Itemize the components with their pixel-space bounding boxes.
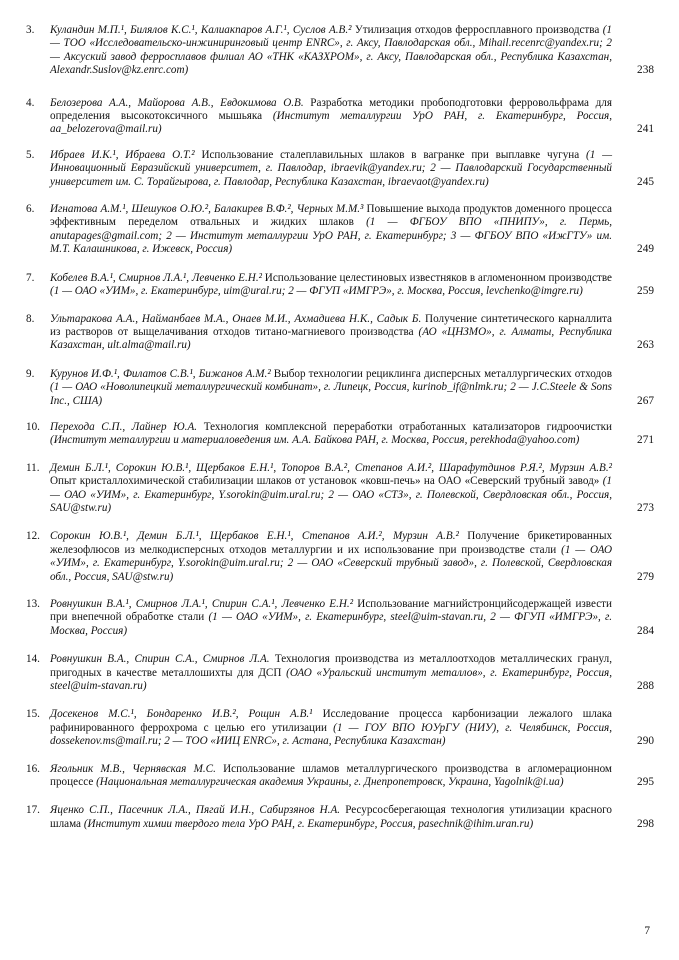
- entry-text: [50, 368, 612, 408]
- page-number: 7: [644, 925, 650, 937]
- entry-body: [50, 804, 654, 831]
- entry-body: [50, 368, 654, 408]
- toc-entry: [26, 313, 654, 353]
- entry-title: Использование магнийстронцийсодержащей извести при внепечной обработке стали: [50, 598, 612, 624]
- entry-affiliation: (1 — Инновационный Евразийский университет, г. Павлодар, ibraevik@yandex.ru; 2 — Павлодарский Государственный университет им. С. Торайгырова, г. Павлодар, Республика Казахстан, ibraevaot@yandex.ru): [50, 148, 613, 188]
- entry-page: 259: [637, 285, 654, 298]
- toc-entry: [26, 804, 654, 831]
- entry-body: [50, 763, 654, 790]
- entry-page: 298: [637, 817, 654, 830]
- entry-authors: Ровнушкин В.А., Спирин С.А., Смирнов Л.А.: [50, 653, 270, 666]
- entry-authors: Игнатова А.М.¹, Шешуков О.Ю.², Балакирев В.Ф.², Черных М.М.³: [50, 203, 364, 216]
- entry-body: [50, 653, 654, 693]
- entry-text: [50, 530, 612, 584]
- entry-number: 11.: [26, 461, 40, 474]
- entry-page: 288: [637, 680, 654, 693]
- toc-entry: [26, 272, 654, 299]
- entry-affiliation: (ОАО «Уральский институт металлов», г. Екатеринбург, Россия, steel@uim-stavan.ru): [50, 666, 612, 693]
- entry-text: [50, 203, 612, 257]
- entry-title: Ресурсосберегающая технология утилизации красного шлама: [50, 804, 612, 830]
- entry-affiliation: (1 — ОАО «Новолипецкий металлургический комбинат», г. Липецк, Россия, kurinob_if@nlmk.ru; 2 — J.C.Steele & Sons Inc., США): [50, 381, 612, 407]
- entry-title: Утилизация отходов ферросплавного производства: [354, 24, 600, 36]
- toc-entry: [26, 203, 654, 257]
- entry-authors: Яценко С.П., Пасечник Л.А., Пягай И.Н., Сабирзянов Н.А.: [50, 804, 341, 817]
- entry-authors: Перехода С.П., Лайнер Ю.А.: [50, 420, 198, 433]
- entry-text: [50, 97, 612, 137]
- entry-text: [50, 653, 612, 693]
- toc-entry: [26, 598, 654, 638]
- entry-text: [50, 421, 612, 448]
- entry-text: [50, 462, 612, 516]
- entry-page: 263: [637, 339, 654, 352]
- entry-authors: Ягольник М.В., Чернявская М.С.: [50, 762, 216, 775]
- entry-body: [50, 530, 654, 584]
- entry-authors: Ибраев И.К.¹, Ибраева О.Т.²: [50, 148, 195, 161]
- entry-affiliation: (Национальная металлургическая академия Украины, г. Днепропетровск, Украина, Yagolnik@i.ua): [96, 776, 564, 789]
- toc-entry: [26, 653, 654, 693]
- entry-page: 267: [637, 394, 654, 407]
- entry-text: [50, 149, 612, 189]
- entry-affiliation: (1 — ОАО «УИМ», г. Екатеринбург, uim@ural.ru; 2 — ФГУП «ИМГРЭ», г. Москва, Россия, levchenko@imgre.ru): [50, 285, 583, 298]
- entry-body: [50, 203, 654, 257]
- entry-title: Технология комплексной переработки отработанных катализаторов гидроочистки: [203, 420, 612, 433]
- entry-affiliation: (Институт химии твердого тела УрО РАН, г. Екатеринбург, Россия, pasechnik@ihim.uran.ru): [83, 817, 534, 830]
- toc-entry: [26, 24, 654, 78]
- entry-number: 15.: [26, 708, 40, 721]
- entry-authors: Досекенов М.С.¹, Бондаренко И.В.², Рощин А.В.¹: [50, 708, 313, 721]
- entry-affiliation: (1 — ФГБОУ ВПО «ПНИПУ», г. Пермь, anutapages@gmail.com; 2 — Институт металлургии УрО РАН, г. Екатеринбург; 3 — ФГБОУ ВПО «ИжГТУ» им. М.Т. Калашникова, г. Ижевск, Россия): [50, 216, 612, 256]
- entry-title: Опыт кристаллохимической стабилизации шлаков от установок «ковш-печь» на ОАО «Северский трубный завод»: [50, 475, 600, 488]
- entry-text: [50, 313, 612, 353]
- entry-title: Получение брикетированных железофлюсов из мелкодисперсных отходов металлургии и их использование при производстве стали: [50, 530, 613, 556]
- entry-title: Исследование процесса карбонизации лежалого шлака рафинированного феррохрома с целью его утилизации: [50, 708, 613, 734]
- entry-number: 7.: [26, 271, 35, 284]
- entry-text: [50, 708, 612, 748]
- entry-number: 6.: [26, 203, 35, 216]
- entry-authors: Кобелев В.А.¹, Смирнов Л.А.¹, Левченко Е.Н.²: [50, 271, 262, 284]
- entry-number: 8.: [26, 312, 35, 325]
- entry-body: [50, 97, 654, 137]
- toc-entry: [26, 462, 654, 516]
- toc-entry: [26, 368, 654, 408]
- entry-affiliation: (Институт металлургии УрО РАН, г. Екатеринбург, Россия, aa_belozerova@mail.ru): [50, 110, 612, 136]
- entry-authors: Ровнушкин В.А.¹, Смирнов Л.А.¹, Спирин С.А.¹, Левченко Е.Н.²: [50, 598, 354, 610]
- entry-affiliation: (Институт металлургии и материаловедения им. А.А. Байкова РАН, г. Москва, Россия, perekhoda@yahoo.com): [50, 434, 580, 447]
- entry-affiliation: (1 — ТОО «Исследовательско-инжиниринговый центр ENRC», г. Аксу, Павлодарская обл., Mihail.recenrc@yandex.ru; 2 — Аксуский завод ферросплавов филиал АО «ТНК «КАЗХРОМ», г. Аксу, Павлодарская обл., Республика Казахстан, Alexandr.Suslov@kz.enrc.com): [50, 24, 612, 77]
- entry-page: 238: [637, 64, 654, 77]
- entry-title: Разработка методики пробоподготовки ферровольфрама для определения высокотоксичного мышьяка: [50, 96, 612, 123]
- entry-page: 295: [637, 776, 654, 789]
- entry-title: Повышение выхода продуктов доменного процесса эффективным переделом отвальных и жидких шлаков: [50, 203, 612, 229]
- entry-number: 12.: [26, 530, 40, 543]
- entry-authors: Сорокин Ю.В.¹, Демин Б.Л.¹, Щербаков Е.Н.¹, Степанов А.И.², Мурзин А.В.²: [50, 530, 459, 543]
- entry-body: [50, 462, 654, 516]
- entry-affiliation: (1 — ГОУ ВПО ЮУрГУ (НИУ), г. Челябинск, Россия, dossekenov.ms@mail.ru; 2 — ТОО «ИИЦ ENRC», г. Астана, Республика Казахстан): [50, 721, 613, 748]
- table-of-contents: [26, 24, 654, 831]
- entry-authors: Ультаракова А.А., Найманбаев М.А., Онаев М.И., Ахмадиева Н.К., Садык Б.: [50, 312, 422, 325]
- toc-entry: [26, 530, 654, 584]
- entry-title: Использование сталеплавильных шлаков в вагранке при выплавке чугуна: [201, 148, 580, 161]
- entry-page: 284: [637, 624, 654, 637]
- entry-affiliation: (1 — ОАО «УИМ», г. Екатеринбург, Y.sorokin@uim.ural.ru; 2 — ОАО «СТЗ», г. Полевской, Свердловская обл., Россия, SAU@stw.ru): [50, 475, 612, 514]
- entry-number: 3.: [26, 24, 35, 36]
- entry-title: Использование шламов металлургического производства в агломерационном процессе: [50, 762, 612, 789]
- entry-affiliation: (1 — ОАО «УИМ», г. Екатеринбург, Y.sorokin@uim.ural.ru; 2 — ОАО «Северский трубный завод», г. Полевской, Свердловская обл., Россия, SAU@stw.ru): [50, 543, 612, 583]
- entry-authors: Белозерова А.А., Майорова А.В., Евдокимова О.В.: [50, 96, 304, 109]
- entry-text: [50, 24, 612, 78]
- toc-entry: [26, 763, 654, 790]
- entry-title: Выбор технологии рециклинга дисперсных металлургических отходов: [273, 367, 612, 380]
- entry-affiliation: (АО «ЦНЗМО», г. Алматы, Республика Казахстан, ult.alma@mail.ru): [50, 325, 612, 352]
- entry-body: [50, 598, 654, 638]
- entry-text: [50, 272, 612, 299]
- entry-number: 13.: [26, 598, 40, 610]
- entry-number: 9.: [26, 367, 35, 380]
- entry-number: 10.: [26, 420, 40, 433]
- entry-body: [50, 313, 654, 353]
- entry-page: 273: [637, 501, 654, 514]
- entry-title: Получение синтетического карналлита из растворов от выщелачивания отходов титано-магниевого производства: [50, 312, 612, 338]
- entry-authors: Курунов И.Ф.¹, Филатов С.В.¹, Бижанов А.М.²: [50, 367, 271, 380]
- entry-number: 17.: [26, 804, 40, 817]
- entry-page: 245: [637, 175, 654, 188]
- entry-title: Использование целестиновых известняков в агломенонном производстве: [264, 271, 612, 284]
- entry-number: 14.: [26, 653, 40, 666]
- toc-entry: [26, 421, 654, 448]
- entry-number: 5.: [26, 148, 35, 161]
- entry-number: 16.: [26, 762, 40, 775]
- entry-page: 241: [637, 123, 654, 136]
- entry-page: 271: [637, 434, 654, 447]
- entry-page: 290: [637, 735, 654, 748]
- toc-entry: [26, 149, 654, 189]
- entry-authors: Куландин М.П.¹, Билялов К.С.¹, Калиакпаров А.Г.¹, Суслов А.В.²: [50, 24, 352, 36]
- entry-text: [50, 598, 612, 638]
- entry-page: 249: [637, 243, 654, 256]
- entry-page: 279: [637, 570, 654, 583]
- entry-authors: Демин Б.Л.¹, Сорокин Ю.В.¹, Щербаков Е.Н.¹, Топоров В.А.², Степанов А.И.², Шарафутдинов Р.Я.², Мурзин А.В.²: [50, 461, 612, 474]
- toc-entry: [26, 97, 654, 137]
- entry-text: [50, 804, 612, 831]
- entry-body: [50, 421, 654, 448]
- entry-number: 4.: [26, 96, 35, 109]
- entry-body: [50, 149, 654, 189]
- entry-body: [50, 24, 654, 78]
- toc-entry: [26, 708, 654, 748]
- entry-body: [50, 708, 654, 748]
- entry-affiliation: (1 — ОАО «УИМ», г. Екатеринбург, steel@uim-stavan.ru, 2 — ФГУП «ИМГРЭ», г. Москва, Россия): [50, 611, 612, 637]
- entry-text: [50, 763, 612, 790]
- entry-body: [50, 272, 654, 299]
- entry-title: Технология производства из металлоотходов металлических гранул, пригодных в качестве металлошихты для ДСП: [50, 653, 612, 679]
